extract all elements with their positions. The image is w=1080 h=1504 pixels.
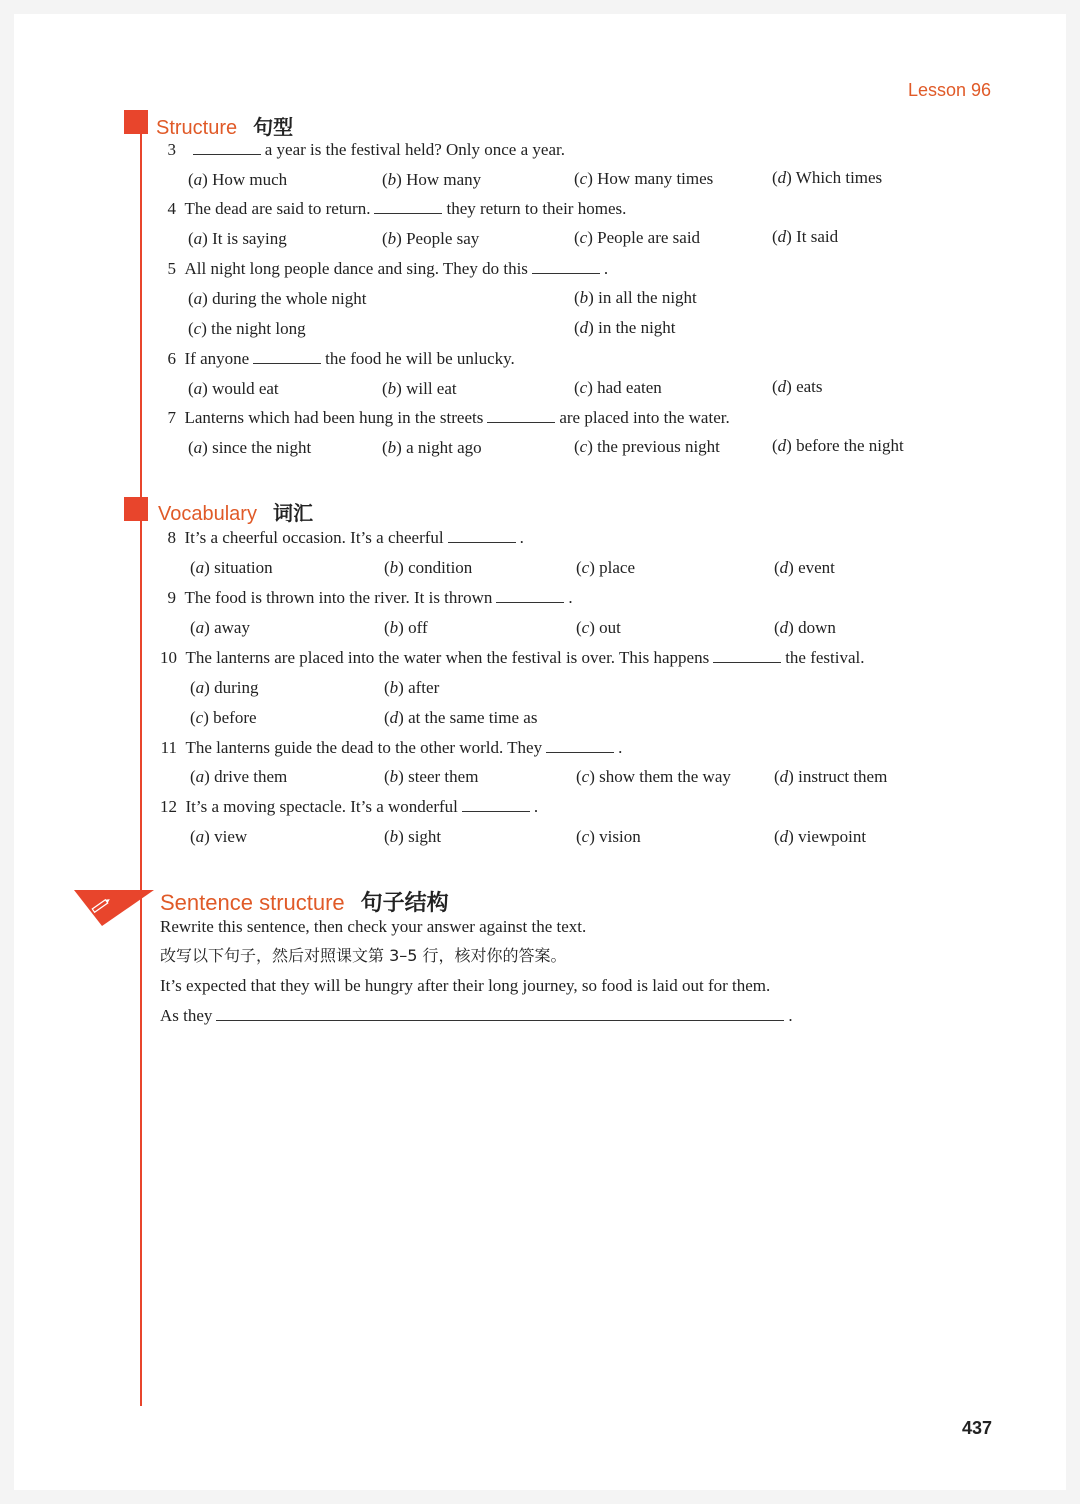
option-6d[interactable]: (d) eats [772, 377, 823, 396]
pencil-marker-icon [74, 888, 156, 928]
option-8d[interactable]: (d) event [774, 558, 835, 577]
question-number: 8 [167, 528, 176, 547]
option-7c[interactable]: (c) the previous night [574, 437, 720, 456]
option-12b[interactable]: (b) sight [384, 827, 442, 846]
answer-blank[interactable] [448, 530, 516, 543]
question-text: . [519, 528, 524, 547]
option-9a[interactable]: (a) away [190, 618, 250, 637]
answer-prefix: As they [160, 1006, 213, 1025]
answer-blank[interactable] [496, 590, 564, 603]
option-12a[interactable]: (a) view [190, 827, 248, 846]
page-number: 437 [962, 1418, 993, 1438]
section-marker [124, 497, 148, 521]
option-6b[interactable]: (b) will eat [382, 379, 457, 398]
answer-blank[interactable] [253, 351, 321, 364]
option-8b[interactable]: (b) condition [384, 558, 473, 577]
question-11 [159, 738, 622, 758]
question-number: 5 [167, 259, 176, 278]
answer-blank[interactable] [462, 799, 530, 812]
question-text: Lanterns which had been hung in the streets [184, 408, 484, 427]
question-12 [159, 797, 538, 817]
answer-blank[interactable] [713, 650, 781, 663]
rewrite-answer-line [160, 1006, 793, 1026]
section-title-sentence-structure [160, 886, 449, 917]
option-3a[interactable]: (a) How much [188, 170, 288, 189]
option-4c[interactable]: (c) People are said [574, 228, 701, 247]
option-6a[interactable]: (a) would eat [188, 379, 279, 398]
question-10 [159, 648, 865, 668]
question-number: 12 [160, 797, 177, 816]
option-9d[interactable]: (d) down [774, 618, 836, 637]
instruction-en: Rewrite this sentence, then check your answer against the text. [160, 917, 587, 936]
option-5d[interactable]: (d) in the night [574, 318, 676, 337]
section-title-structure [156, 111, 293, 140]
question-9 [164, 588, 573, 608]
question-3 [164, 140, 565, 160]
section-title-text: Structure [156, 117, 238, 139]
lesson-label: Lesson 96 [908, 80, 992, 100]
question-number: 6 [167, 349, 176, 368]
question-text: are placed into the water. [559, 408, 730, 427]
option-10b[interactable]: (b) after [384, 678, 440, 697]
section-title-cn: 句子结构 [360, 890, 449, 915]
option-4b[interactable]: (b) People say [382, 229, 480, 248]
option-10d[interactable]: (d) at the same time as [384, 708, 538, 727]
question-5 [164, 259, 608, 279]
section-title-text: Sentence structure [160, 890, 345, 915]
question-text: The lanterns guide the dead to the other world. They [185, 738, 543, 757]
answer-suffix: . [788, 1006, 793, 1025]
option-9b[interactable]: (b) off [384, 618, 428, 637]
question-8 [164, 528, 524, 548]
option-11b[interactable]: (b) steer them [384, 767, 479, 786]
question-text: The food is thrown into the river. It is thrown [184, 588, 493, 607]
question-text: The lanterns are placed into the water when the festival is over. This happens [185, 648, 710, 667]
question-number: 10 [160, 648, 177, 667]
question-7 [164, 408, 730, 428]
option-7b[interactable]: (b) a night ago [382, 438, 482, 457]
section-title-cn: 词汇 [272, 503, 313, 525]
question-text: All night long people dance and sing. They do this [184, 259, 528, 278]
option-11d[interactable]: (d) instruct them [774, 767, 888, 786]
option-5b[interactable]: (b) in all the night [574, 288, 697, 307]
question-text: they return to their homes. [446, 199, 627, 218]
option-7a[interactable]: (a) since the night [188, 438, 312, 457]
question-6 [164, 349, 515, 369]
question-number: 9 [167, 588, 176, 607]
question-text: . [533, 797, 539, 816]
section-title-cn: 句型 [253, 117, 294, 139]
answer-blank[interactable] [193, 142, 261, 155]
option-11c[interactable]: (c) show them the way [576, 767, 731, 786]
section-title-vocabulary [158, 497, 313, 526]
question-text: It’s a cheerful occasion. It’s a cheerful [184, 528, 444, 547]
question-number: 11 [160, 738, 177, 757]
option-8a[interactable]: (a) situation [190, 558, 273, 577]
section-marker [124, 110, 148, 134]
option-7d[interactable]: (d) before the night [772, 436, 904, 455]
option-10c[interactable]: (c) before [190, 708, 257, 727]
section-title-text: Vocabulary [158, 503, 257, 525]
option-9c[interactable]: (c) out [576, 618, 621, 637]
margin-rule [140, 124, 142, 1406]
question-number: 7 [167, 408, 176, 427]
option-5c[interactable]: (c) the night long [188, 319, 306, 338]
option-3b[interactable]: (b) How many [382, 170, 482, 189]
answer-blank[interactable] [374, 201, 442, 214]
option-12c[interactable]: (c) vision [576, 827, 641, 846]
question-number: 4 [167, 199, 176, 218]
question-text: a year is the festival held? Only once a year. [264, 140, 565, 159]
question-number: 3 [167, 140, 176, 159]
option-10a[interactable]: (a) during [190, 678, 259, 697]
workbook-page [14, 14, 1066, 1490]
instruction-cn: 改写以下句子，然后对照课文第 3–5 行，核对你的答案。 [160, 946, 567, 965]
option-12d[interactable]: (d) viewpoint [774, 827, 867, 846]
answer-blank[interactable] [546, 740, 614, 753]
rewrite-blank[interactable] [216, 1008, 784, 1021]
option-3c[interactable]: (c) How many times [574, 169, 714, 188]
question-text: . [618, 738, 623, 757]
question-text: If anyone [184, 349, 250, 368]
option-6c[interactable]: (c) had eaten [574, 378, 662, 397]
question-text: It’s a moving spectacle. It’s a wonderful [185, 797, 458, 816]
question-4 [164, 199, 626, 219]
option-5a[interactable]: (a) during the whole night [188, 289, 367, 308]
question-text: . [603, 259, 609, 278]
option-4a[interactable]: (a) It is saying [188, 229, 287, 248]
question-text: the festival. [785, 648, 865, 667]
question-text: The dead are said to return. [184, 199, 371, 218]
question-text: the food he will be unlucky. [325, 349, 515, 368]
option-11a[interactable]: (a) drive them [190, 767, 288, 786]
option-4d[interactable]: (d) It said [772, 227, 839, 246]
question-text: . [568, 588, 573, 607]
answer-blank[interactable] [532, 261, 600, 274]
option-3d[interactable]: (d) Which times [772, 168, 883, 187]
answer-blank[interactable] [487, 410, 555, 423]
option-8c[interactable]: (c) place [576, 558, 635, 577]
source-sentence: It’s expected that they will be hungry after their long journey, so food is laid out for them. [160, 976, 771, 995]
